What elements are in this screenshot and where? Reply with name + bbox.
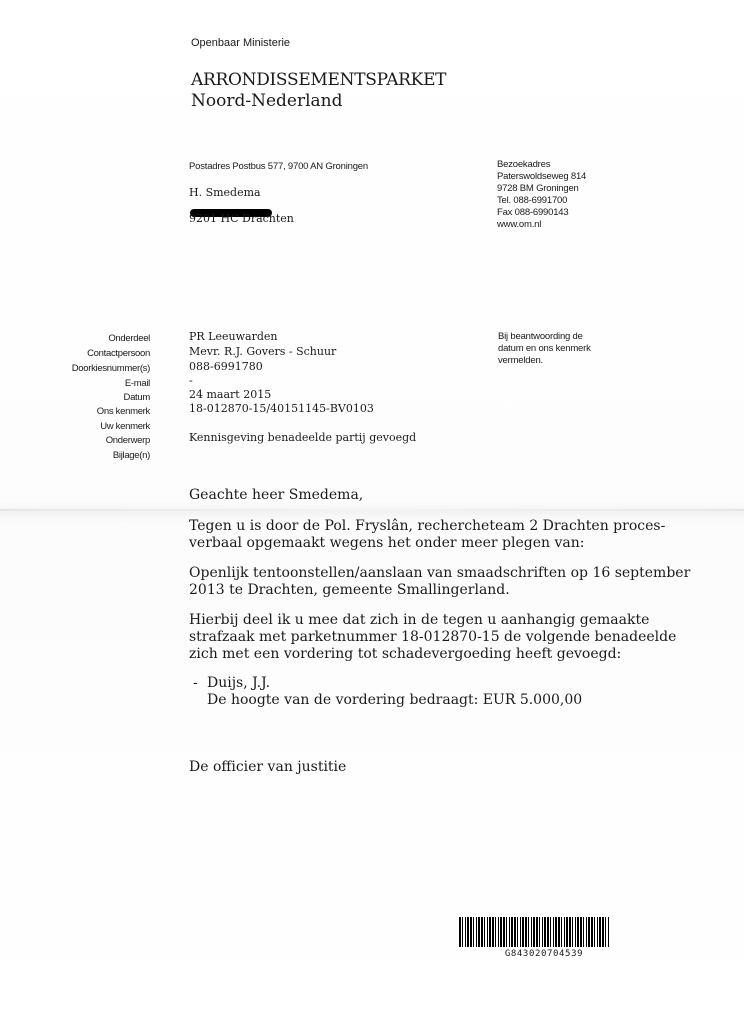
paragraph-3-line-2: strafzaak met parketnummer 18-012870-15 de volgende benadeelde <box>189 629 677 645</box>
label-email: E-mail <box>124 378 150 389</box>
paragraph-2-line-1: Openlijk tentoonstellen/aanslaan van smaadschriften op 16 september <box>189 565 691 581</box>
value-onderdeel: PR Leeuwarden <box>189 330 278 343</box>
paper-fold <box>0 509 744 511</box>
org-name-line2: Noord-Nederland <box>191 91 343 111</box>
reply-note-line: Bij beantwoording de <box>498 331 583 342</box>
label-bijlagen: Bijlage(n) <box>112 450 150 461</box>
visit-line: 9728 BM Groningen <box>497 183 579 194</box>
visit-line: Bezoekadres <box>497 159 551 170</box>
recipient-city: 9201 HC Drachten <box>189 212 294 225</box>
visit-line: www.om.nl <box>497 219 542 230</box>
value-onderwerp: Kennisgeving benadeelde partij gevoegd <box>189 431 417 444</box>
visit-line: Fax 088-6990143 <box>497 207 569 218</box>
label-uw-kenmerk: Uw kenmerk <box>100 421 150 432</box>
label-ons-kenmerk: Ons kenmerk <box>96 406 150 417</box>
visit-line: Tel. 088-6991700 <box>497 195 568 206</box>
list-bullet: - <box>193 675 198 691</box>
value-doorkiesnummer: 088-6991780 <box>189 360 263 373</box>
party-name: Duijs, J.J. <box>207 675 271 691</box>
label-datum: Datum <box>123 392 150 403</box>
reply-note <box>498 331 591 367</box>
barcode-number: G843020704539 <box>504 949 584 959</box>
visit-address-block <box>497 159 586 231</box>
value-ons-kenmerk: 18-012870-15/40151145-BV0103 <box>189 402 374 415</box>
return-address: Postadres Postbus 577, 9700 AN Groningen <box>189 161 368 172</box>
recipient-name: H. Smedema <box>189 186 261 199</box>
barcode <box>459 917 609 947</box>
paragraph-1-line-1: Tegen u is door de Pol. Fryslân, rechercheteam 2 Drachten proces- <box>189 518 666 534</box>
reply-note-line: vermelden. <box>498 355 543 366</box>
org-small-label: Openbaar Ministerie <box>191 37 291 49</box>
value-email: - <box>189 374 193 387</box>
label-doorkiesnummer: Doorkiesnummer(s) <box>71 363 150 374</box>
visit-line: Paterswoldseweg 814 <box>497 171 587 182</box>
label-onderwerp: Onderwerp <box>105 435 150 446</box>
paragraph-3-line-3: zich met een vordering tot schadevergoeding heeft gevoegd: <box>189 646 622 662</box>
paragraph-2-line-2: 2013 te Drachten, gemeente Smallingerland. <box>189 582 510 598</box>
value-datum: 24 maart 2015 <box>189 388 272 401</box>
paragraph-3-line-1: Hierbij deel ik u mee dat zich in de tegen u aanhangig gemaakte <box>189 612 650 628</box>
value-contactpersoon: Mevr. R.J. Govers - Schuur <box>189 345 337 358</box>
org-name-line1: ARRONDISSEMENTSPARKET <box>191 70 447 90</box>
label-contactpersoon: Contactpersoon <box>87 348 150 359</box>
signature: De officier van justitie <box>189 759 347 775</box>
paragraph-1-line-2: verbaal opgemaakt wegens het onder meer plegen van: <box>189 535 585 551</box>
claim-amount: De hoogte van de vordering bedraagt: EUR 5.000,00 <box>207 692 583 708</box>
label-onderdeel: Onderdeel <box>108 333 150 344</box>
reply-note-line: datum en ons kenmerk <box>498 343 591 354</box>
salutation: Geachte heer Smedema, <box>189 487 364 503</box>
